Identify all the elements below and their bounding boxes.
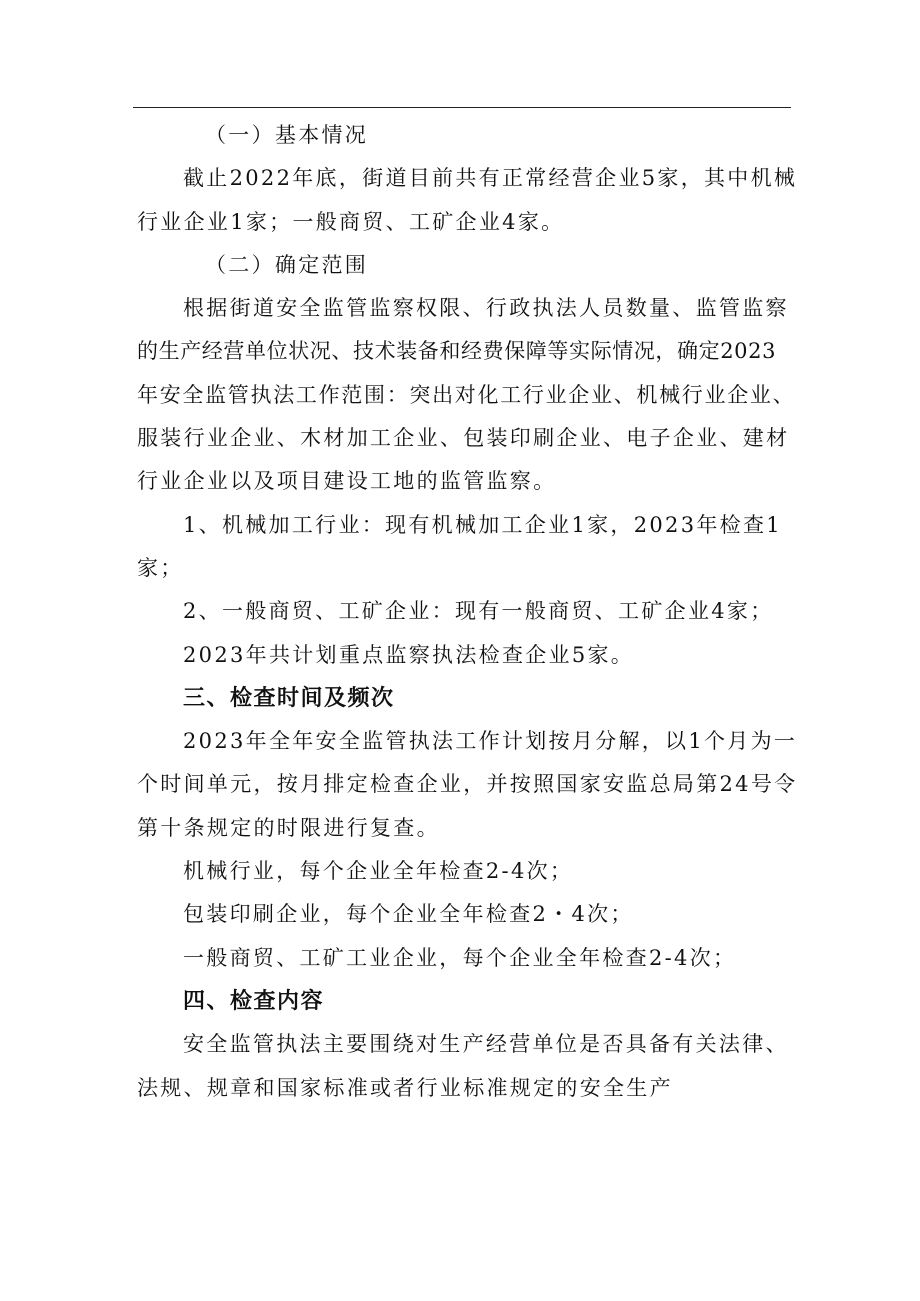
paragraph-line: 安全监管执法主要围绕对生产经营单位是否具备有关法律、	[183, 1032, 789, 1057]
list-item: 2、一般商贸、工矿企业：现有一般商贸、工矿企业4家；	[183, 599, 774, 624]
paragraph-line: 个时间单元，按月排定检查企业，并按照国家安监总局第24号令	[137, 772, 798, 797]
paragraph-line: 第十条规定的时限进行复查。	[137, 815, 440, 840]
header-rule	[133, 107, 791, 108]
document-body	[137, 114, 797, 1110]
section-heading-time-frequency: 三、检查时间及频次	[183, 685, 395, 711]
list-item: 包装印刷企业，每个企业全年检查2・4次；	[183, 902, 634, 927]
subheading-basic-situation: （一）基本情况	[205, 123, 369, 147]
list-item: 机械行业，每个企业全年检查2-4次；	[183, 859, 574, 884]
paragraph-line: 2023年共计划重点监察执法检查企业5家。	[183, 642, 635, 667]
paragraph-line: 截止2022年底，街道目前共有正常经营企业5家，其中机械	[183, 166, 798, 191]
paragraph-line: 的生产经营单位状况、技术装备和经费保障等实际情况，确定2023	[137, 339, 777, 364]
paragraph-line: 年安全监管执法工作范围：突出对化工行业企业、机械行业企业、	[137, 382, 796, 407]
paragraph-line: 家；	[137, 555, 184, 580]
list-item: 1、机械加工行业：现有机械加工企业1家，2023年检查1	[183, 512, 782, 537]
paragraph-line: 行业企业以及项目建设工地的监管监察。	[137, 469, 557, 494]
paragraph-line: 2023年全年安全监管执法工作计划按月分解，以1个月为一	[183, 729, 798, 754]
section-heading-content: 四、检查内容	[183, 988, 325, 1014]
paragraph-line: 行业企业1家；一般商贸、工矿企业4家。	[137, 209, 565, 234]
subheading-scope: （二）确定范围	[205, 252, 369, 277]
paragraph-line: 法规、规章和国家标准或者行业标准规定的安全生产	[137, 1075, 673, 1100]
paragraph-line: 根据街道安全监管监察权限、行政执法人员数量、监管监察	[183, 296, 789, 321]
paragraph-line: 服装行业企业、木材加工企业、包装印刷企业、电子企业、建材	[137, 426, 790, 451]
list-item: 一般商贸、工矿工业企业，每个企业全年检查2-4次；	[183, 945, 737, 970]
